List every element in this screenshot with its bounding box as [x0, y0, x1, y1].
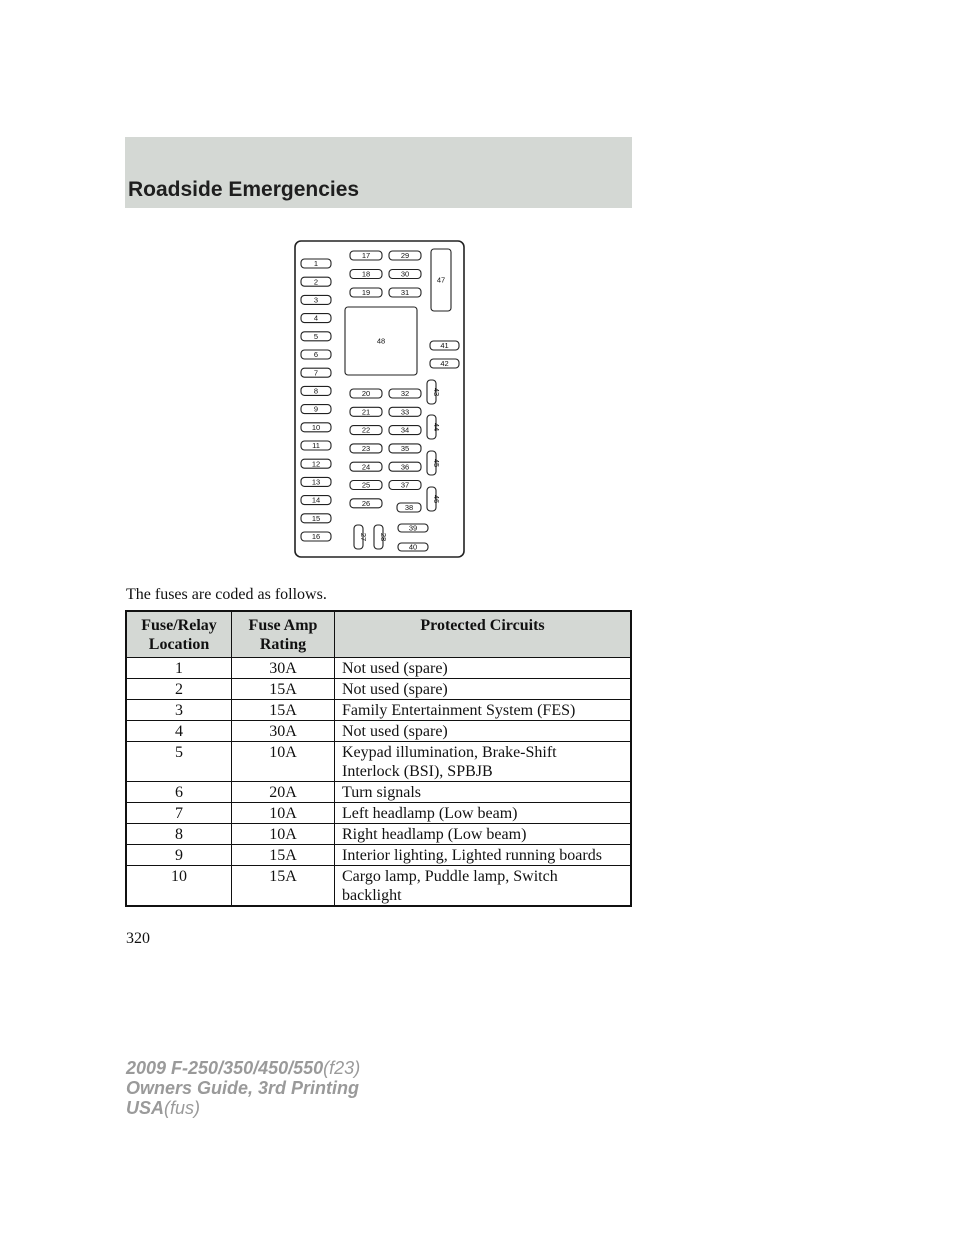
fuse-9	[301, 405, 331, 414]
table-row	[126, 742, 631, 782]
table-row	[126, 782, 631, 803]
cell-rating: 15A	[232, 866, 335, 907]
fuse-label: 18	[361, 269, 371, 279]
fuse-label: 8	[313, 386, 319, 396]
fuse-label: 35	[400, 444, 410, 453]
fuse-30	[389, 270, 421, 279]
cell-location: 2	[126, 679, 232, 700]
fuse-25	[350, 481, 382, 490]
cell-circuit: Not used (spare)	[335, 658, 632, 679]
header-rating: Fuse Amp Rating	[232, 611, 335, 658]
cell-circuit: Family Entertainment System (FES)	[335, 700, 632, 721]
fuse-23	[350, 444, 382, 453]
fuse-17	[350, 251, 382, 260]
fuse-label: 38	[404, 503, 414, 513]
fuse-18	[350, 270, 382, 279]
cell-circuit: Interior lighting, Lighted running boards	[335, 845, 632, 866]
footer-model-line: 2009 F-250/350/450/550(f23)	[126, 1058, 361, 1078]
fuse-label: 44	[432, 422, 441, 432]
fuse-7	[301, 368, 331, 377]
fuse-label: 42	[440, 359, 449, 369]
fuse-41	[430, 341, 459, 350]
fuse-label: 34	[400, 425, 410, 435]
fuse-4	[301, 314, 331, 323]
fuse-label: 5	[313, 331, 319, 341]
fuse-label: 27	[359, 532, 368, 542]
table-row	[126, 803, 631, 824]
fuse-29	[389, 251, 421, 260]
cell-rating: 15A	[232, 700, 335, 721]
table-row	[126, 845, 631, 866]
table-row	[126, 700, 631, 721]
fuse-label: 17	[361, 251, 371, 261]
cell-location: 8	[126, 824, 232, 845]
fuse-panel-diagram	[293, 239, 466, 559]
fuse-20	[350, 389, 382, 398]
fuse-label: 26	[361, 498, 371, 508]
cell-circuit: Left headlamp (Low beam)	[335, 803, 632, 824]
fuse-label: 9	[313, 404, 319, 414]
fuse-label: 1	[313, 259, 319, 269]
fuse-label: 14	[311, 495, 321, 505]
fuse-label: 28	[379, 532, 388, 542]
fuse-label: 47	[436, 275, 446, 285]
fuse-label: 20	[361, 389, 371, 399]
fuse-label: 3	[313, 295, 319, 305]
cell-location: 7	[126, 803, 232, 824]
footer-region-line: USA(fus)	[126, 1098, 201, 1118]
fuse-16	[301, 532, 331, 541]
intro-text: The fuses are coded as follows.	[126, 586, 327, 603]
fuse-label: 41	[440, 341, 449, 351]
fuse-label: 31	[400, 288, 410, 298]
fuse-14	[301, 496, 331, 505]
cell-circuit: Right headlamp (Low beam)	[335, 824, 632, 845]
fuse-label: 22	[361, 425, 371, 435]
fuse-13	[301, 477, 331, 486]
fuse-label: 48	[376, 336, 386, 346]
cell-location: 3	[126, 700, 232, 721]
footer-guide-line: Owners Guide, 3rd Printing	[126, 1078, 360, 1098]
fuse-47	[431, 249, 451, 311]
table-row	[126, 658, 631, 679]
cell-circuit: Cargo lamp, Puddle lamp, Switch backlight	[335, 866, 632, 907]
cell-location: 4	[126, 721, 232, 742]
fuse-label: 6	[313, 350, 319, 360]
cell-rating: 10A	[232, 824, 335, 845]
fuse-label: 25	[361, 480, 371, 490]
cell-location: 9	[126, 845, 232, 866]
cell-circuit: Turn signals	[335, 782, 632, 803]
cell-location: 6	[126, 782, 232, 803]
page-number: 320	[126, 930, 150, 947]
fuse-label: 46	[432, 494, 441, 504]
footer	[126, 1058, 360, 1118]
fuse-12	[301, 459, 331, 468]
fuse-label: 39	[408, 523, 418, 533]
fuse-label: 2	[313, 277, 319, 287]
fuse-19	[350, 288, 382, 297]
section-title: Roadside Emergencies	[128, 178, 360, 201]
fuse-39	[398, 524, 428, 533]
fuse-3	[301, 295, 331, 304]
fuse-21	[350, 407, 382, 416]
fuse-48	[345, 307, 417, 375]
fuse-34	[389, 426, 421, 435]
cell-rating: 30A	[232, 721, 335, 742]
fuse-6	[301, 350, 331, 359]
cell-rating: 15A	[232, 679, 335, 700]
fuse-38	[397, 503, 421, 512]
fuse-label: 23	[361, 444, 371, 453]
cell-rating: 10A	[232, 742, 335, 782]
fuse-33	[389, 407, 421, 416]
fuse-11	[301, 441, 331, 450]
cell-rating: 20A	[232, 782, 335, 803]
fuse-table	[125, 610, 632, 907]
fuse-42	[430, 359, 459, 368]
header-circuits: Protected Circuits	[335, 611, 632, 658]
fuse-label: 21	[361, 407, 371, 417]
fuse-24	[350, 462, 382, 471]
table-row	[126, 824, 631, 845]
fuse-label: 13	[311, 477, 321, 487]
fuse-36	[389, 462, 421, 471]
fuse-40	[398, 543, 428, 552]
fuse-label: 24	[361, 462, 371, 472]
fuse-15	[301, 514, 331, 523]
fuse-32	[389, 389, 421, 398]
fuse-37	[389, 481, 421, 490]
fuse-35	[389, 444, 421, 453]
header-location: Fuse/Relay Location	[126, 611, 232, 658]
fuse-label: 29	[400, 251, 410, 261]
fuse-label: 33	[400, 407, 410, 417]
fuse-label: 19	[361, 288, 371, 298]
fuse-1	[301, 259, 331, 268]
fuse-label: 15	[311, 513, 321, 523]
fuse-label: 12	[311, 459, 321, 469]
fuse-label: 7	[313, 368, 319, 378]
cell-rating: 15A	[232, 845, 335, 866]
fuse-8	[301, 386, 331, 395]
fuse-5	[301, 332, 331, 341]
cell-circuit: Keypad illumination, Brake-Shift Interlock (BSI), SPBJB	[335, 742, 632, 782]
table-row	[126, 679, 631, 700]
fuse-10	[301, 423, 331, 432]
table-header-row	[126, 611, 631, 658]
cell-rating: 30A	[232, 658, 335, 679]
table-row	[126, 866, 631, 907]
fuse-26	[350, 499, 382, 508]
fuse-2	[301, 277, 331, 286]
cell-location: 5	[126, 742, 232, 782]
fuse-label: 16	[311, 532, 321, 542]
fuse-label: 30	[400, 269, 410, 279]
cell-location: 10	[126, 866, 232, 907]
cell-circuit: Not used (spare)	[335, 679, 632, 700]
cell-location: 1	[126, 658, 232, 679]
fuse-label: 10	[311, 422, 321, 432]
fuse-label: 45	[432, 458, 441, 468]
fuse-label: 36	[400, 462, 410, 472]
fuse-label: 11	[312, 441, 320, 451]
cell-circuit: Not used (spare)	[335, 721, 632, 742]
fuse-label: 37	[400, 480, 410, 490]
fuse-label: 4	[313, 313, 319, 323]
table-row	[126, 721, 631, 742]
fuse-label: 43	[432, 387, 441, 397]
fuse-label: 40	[408, 542, 418, 552]
fuse-31	[389, 288, 421, 297]
cell-rating: 10A	[232, 803, 335, 824]
fuse-22	[350, 426, 382, 435]
fuse-label: 32	[400, 389, 410, 399]
